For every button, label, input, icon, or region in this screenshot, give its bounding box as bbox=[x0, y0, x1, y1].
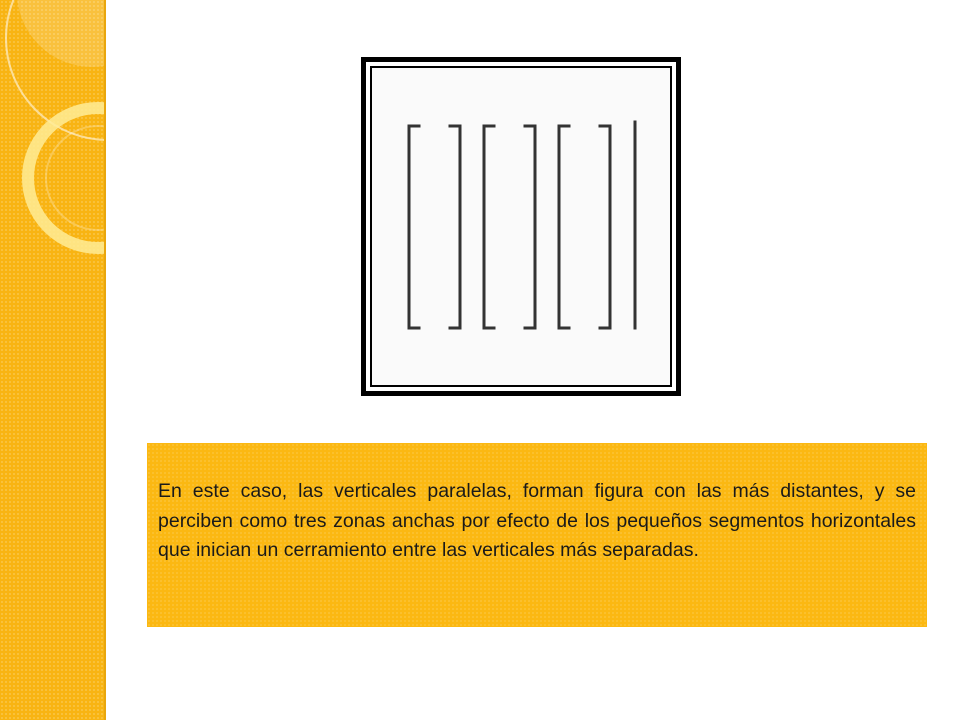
figure-canvas bbox=[370, 66, 672, 387]
parallel-lines-figure bbox=[372, 68, 670, 385]
decorative-side-band bbox=[0, 0, 106, 720]
side-band-edge bbox=[104, 0, 106, 720]
figure-frame bbox=[361, 57, 681, 396]
caption-box bbox=[147, 443, 927, 627]
decorative-circles-icon bbox=[0, 0, 106, 720]
caption-text: En este caso, las verticales paralelas, forman figura con las más distantes, y se perciben como tres zonas anchas por efecto de los pequeños segmentos horizontales que inician un cerramiento entre las verticales más separadas. bbox=[158, 480, 916, 561]
